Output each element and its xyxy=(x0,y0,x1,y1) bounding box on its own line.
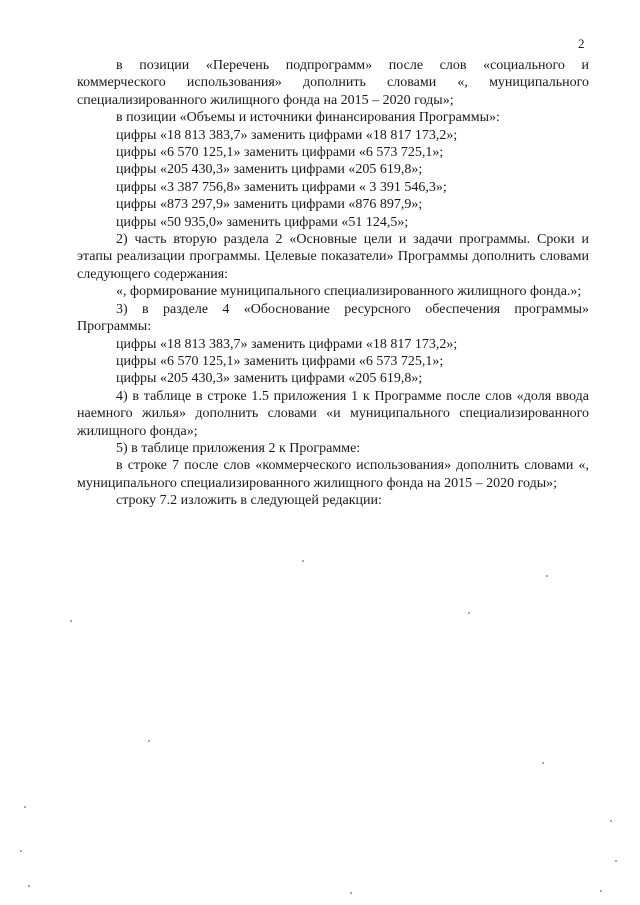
scan-speck xyxy=(468,612,470,614)
scan-speck xyxy=(28,885,30,887)
scan-speck xyxy=(148,740,150,742)
amendment-line: цифры «873 297,9» заменить цифрами «876 897,9»; xyxy=(116,197,423,213)
scan-speck xyxy=(542,762,544,764)
scan-speck xyxy=(546,575,548,577)
scan-speck xyxy=(20,850,22,852)
paragraph-appendix-2-heading: 5) в таблице приложения 2 к Программе: xyxy=(116,440,361,456)
document-body xyxy=(77,57,589,510)
paragraph-row-7-2: строку 7.2 изложить в следующей редакции: xyxy=(116,493,382,509)
paragraph-financing-heading: в позиции «Объемы и источники финансирования Программы»: xyxy=(116,110,500,126)
paragraph-section-2: 2) часть вторую раздела 2 «Основные цели и задачи программы. Сроки и этапы реализации программы. Целевые показатели» Программы дополнить словами следующего содержания: xyxy=(77,232,589,282)
page-number: 2 xyxy=(578,36,585,51)
paragraph-row-7: в строке 7 после слов «коммерческого использования» дополнить словами «, муниципального специализированного жилищного фонда на 2015 – 2020 годы»; xyxy=(77,458,589,491)
amendment-line: цифры «3 387 756,8» заменить цифрами « 3 391 546,3»; xyxy=(116,179,447,195)
scan-speck xyxy=(615,860,617,862)
amendment-line: цифры «18 813 383,7» заменить цифрами «18 817 173,2»; xyxy=(116,127,458,143)
amendment-line: цифры «6 570 125,1» заменить цифрами «6 573 725,1»; xyxy=(116,145,444,161)
amendment-line: цифры «6 570 125,1» заменить цифрами «6 573 725,1»; xyxy=(116,353,444,369)
amendment-line: цифры «205 430,3» заменить цифрами «205 619,8»; xyxy=(116,162,423,178)
amendment-line: цифры «50 935,0» заменить цифрами «51 124,5»; xyxy=(116,214,409,230)
paragraph-subprogram-list: в позиции «Перечень подпрограмм» после слов «социального и коммерческого использования» дополнить словами «, муниципального специализированного жилищного фонда на 2015 – 2020 годы»; xyxy=(77,58,589,108)
scan-speck xyxy=(600,890,602,892)
amendment-line: цифры «18 813 383,7» заменить цифрами «18 817 173,2»; xyxy=(116,336,458,352)
scan-speck xyxy=(350,892,352,894)
scan-speck xyxy=(610,820,612,822)
paragraph-appendix-1: 4) в таблице в строке 1.5 приложения 1 к Программе после слов «доля ввода наемного жилья» дополнить словами «и муниципального специализированного жилищного фонда»; xyxy=(77,388,589,439)
paragraph-section-2-addition: «, формирование муниципального специализированного жилищного фонда.»; xyxy=(116,284,582,300)
scan-speck xyxy=(302,560,304,562)
scan-speck xyxy=(24,806,26,808)
amendment-line: цифры «205 430,3» заменить цифрами «205 619,8»; xyxy=(116,371,423,387)
paragraph-section-4: 3) в разделе 4 «Обоснование ресурсного обеспечения программы» Программы: xyxy=(77,301,589,335)
scan-speck xyxy=(70,620,72,622)
